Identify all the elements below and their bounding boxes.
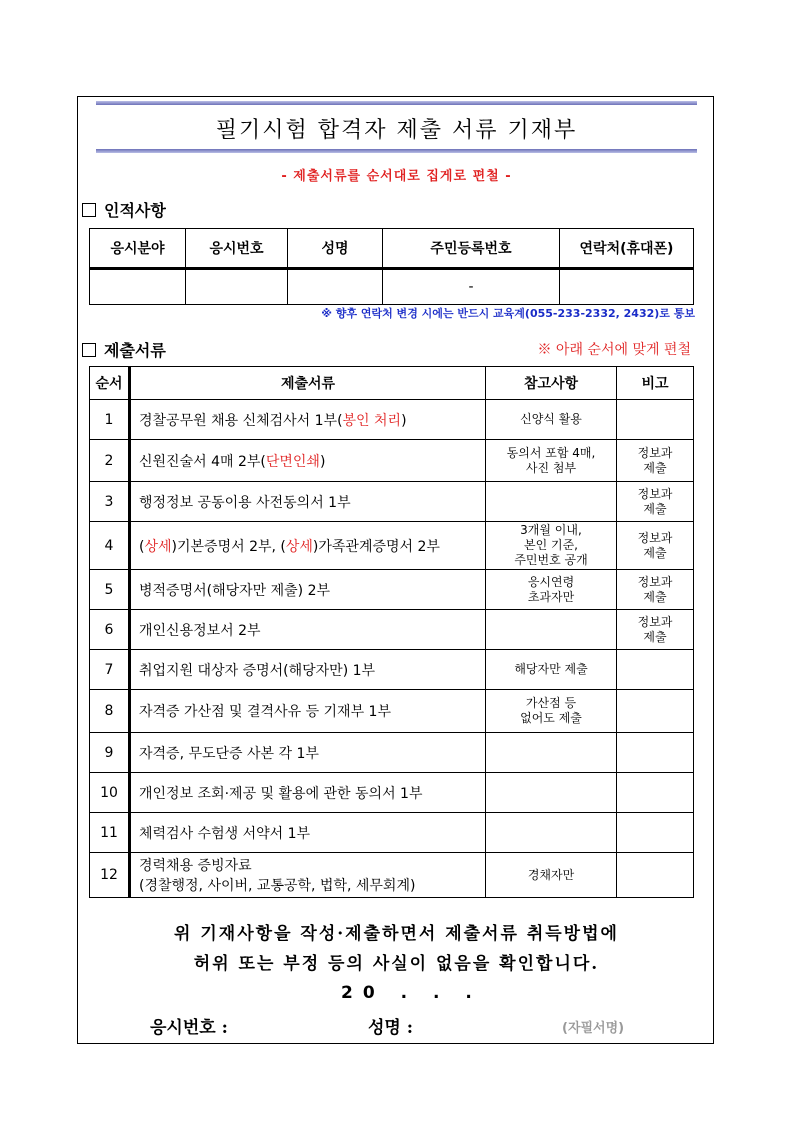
title-rule-bottom xyxy=(96,149,697,153)
declaration-line-2: 허위 또는 부정 등의 사실이 없음을 확인합니다. xyxy=(193,954,600,974)
personal-input-row xyxy=(90,269,694,305)
header-contact: 연락처(휴대폰) xyxy=(560,229,694,269)
documents-header-row xyxy=(90,367,694,400)
row-order-number: 10 xyxy=(90,773,130,813)
table-row xyxy=(90,570,694,610)
row-reference: 응시연령 초과자만 xyxy=(486,570,617,610)
row-order-number: 6 xyxy=(90,610,130,650)
row-reference: 가산점 등 없어도 제출 xyxy=(486,690,617,733)
document-text: 취업지원 대상자 증명서(해당자만) 1부 xyxy=(139,662,376,679)
document-text: )가족관계증명서 2부 xyxy=(312,538,440,555)
document-text: ( xyxy=(139,538,145,555)
row-remarks xyxy=(617,853,694,898)
title-band xyxy=(96,101,697,153)
document-text: ) xyxy=(319,453,326,470)
row-document-name xyxy=(130,773,486,813)
row-order-number: 12 xyxy=(90,853,130,898)
header-field: 응시분야 xyxy=(90,229,186,269)
table-row xyxy=(90,522,694,570)
personal-header-row xyxy=(90,229,694,269)
declaration-line-1: 위 기재사항을 작성·제출하면서 제출서류 취득방법에 xyxy=(174,924,619,944)
row-remarks xyxy=(617,773,694,813)
row-remarks xyxy=(617,400,694,440)
table-row xyxy=(90,773,694,813)
row-reference xyxy=(486,773,617,813)
row-reference: 신양식 활용 xyxy=(486,400,617,440)
applicant-no-input[interactable] xyxy=(186,269,288,305)
row-reference: 해당자만 제출 xyxy=(486,650,617,690)
row-order-number: 3 xyxy=(90,482,130,522)
row-remarks xyxy=(617,733,694,773)
row-document-name xyxy=(130,400,486,440)
checkbox-icon xyxy=(82,343,96,357)
document-text: 자격증 가산점 및 결격사유 등 기재부 1부 xyxy=(139,704,391,720)
document-text: 경찰공무원 채용 신체검사서 1부( xyxy=(139,412,343,429)
table-row xyxy=(90,440,694,482)
row-document-name xyxy=(130,813,486,853)
row-order-number: 11 xyxy=(90,813,130,853)
field-input[interactable] xyxy=(90,269,186,305)
row-reference xyxy=(486,813,617,853)
emphasis-text: 봉인 처리 xyxy=(342,412,402,429)
row-document-name xyxy=(130,522,486,570)
row-document-name xyxy=(130,440,486,482)
row-document-name xyxy=(130,650,486,690)
row-reference: 3개월 이내, 본인 기준, 주민번호 공개 xyxy=(486,522,617,570)
document-text: 개인신용정보서 2부 xyxy=(139,622,261,639)
table-row xyxy=(90,690,694,733)
row-document-name xyxy=(130,690,486,733)
row-remarks xyxy=(617,650,694,690)
row-remarks: 정보과 제출 xyxy=(617,522,694,570)
header-reference: 참고사항 xyxy=(486,367,617,400)
document-title: 필기시험 합격자 제출 서류 기재부 xyxy=(215,118,578,143)
row-remarks: 정보과 제출 xyxy=(617,570,694,610)
emphasis-text: 상세 xyxy=(144,538,172,555)
header-resident-no: 주민등록번호 xyxy=(383,229,560,269)
row-order-number: 1 xyxy=(90,400,130,440)
row-order-number: 4 xyxy=(90,522,130,570)
row-document-name xyxy=(130,482,486,522)
row-order-number: 5 xyxy=(90,570,130,610)
row-reference xyxy=(486,482,617,522)
date-field[interactable]: 20 . . . xyxy=(341,983,482,1003)
emphasis-text: 단면인쇄 xyxy=(265,453,320,470)
row-remarks xyxy=(617,690,694,733)
document-text: 체력검사 수험생 서약서 1부 xyxy=(139,825,311,842)
contact-change-note: ※ 향후 연락처 변경 시에는 반드시 교육계(055-233-2332, 2432)로 통보 xyxy=(321,307,695,320)
document-text: 병적증명서(해당자만 제출) 2부 xyxy=(139,582,331,599)
emphasis-text: 상세 xyxy=(285,538,313,555)
document-text: 신원진술서 4매 2부( xyxy=(139,453,266,470)
row-reference: 동의서 포함 4매, 사진 첨부 xyxy=(486,440,617,482)
row-order-number: 8 xyxy=(90,690,130,733)
row-remarks: 정보과 제출 xyxy=(617,482,694,522)
header-order: 순서 xyxy=(90,367,130,400)
row-remarks: 정보과 제출 xyxy=(617,440,694,482)
table-row xyxy=(90,482,694,522)
row-order-number: 2 xyxy=(90,440,130,482)
table-row xyxy=(90,853,694,898)
name-input[interactable] xyxy=(288,269,383,305)
row-reference xyxy=(486,610,617,650)
row-order-number: 7 xyxy=(90,650,130,690)
document-text: 개인정보 조회·제공 및 활용에 관한 동의서 1부 xyxy=(139,785,423,802)
signature-hint[interactable]: (자필서명) xyxy=(562,1021,625,1036)
header-applicant-no: 응시번호 xyxy=(186,229,288,269)
row-document-name xyxy=(130,853,486,898)
resident-no-input[interactable]: - xyxy=(383,269,560,305)
name-label: 성명 : xyxy=(368,1018,414,1038)
row-reference: 경채자만 xyxy=(486,853,617,898)
row-order-number: 9 xyxy=(90,733,130,773)
row-reference xyxy=(486,733,617,773)
table-row xyxy=(90,610,694,650)
order-note: ※ 아래 순서에 맞게 편철 xyxy=(537,342,691,358)
applicant-no-label: 응시번호 : xyxy=(150,1018,228,1038)
table-row xyxy=(90,733,694,773)
header-name: 성명 xyxy=(288,229,383,269)
contact-input[interactable] xyxy=(560,269,694,305)
table-row xyxy=(90,400,694,440)
document-text: ) xyxy=(401,412,407,429)
section-personal-label: 인적사항 xyxy=(104,201,166,220)
binding-instruction: - 제출서류를 순서대로 집게로 편철 - xyxy=(281,169,512,184)
section-documents-heading xyxy=(82,338,166,361)
row-document-name xyxy=(130,733,486,773)
row-remarks xyxy=(617,813,694,853)
table-row xyxy=(90,650,694,690)
checkbox-icon xyxy=(82,203,96,217)
table-row xyxy=(90,813,694,853)
personal-info-table xyxy=(89,228,694,305)
header-document: 제출서류 xyxy=(130,367,486,400)
row-document-name xyxy=(130,610,486,650)
header-remarks: 비고 xyxy=(617,367,694,400)
document-text: 자격증, 무도단증 사본 각 1부 xyxy=(139,745,319,762)
section-personal-heading xyxy=(82,198,166,221)
document-text: 행정정보 공동이용 사전동의서 1부 xyxy=(139,494,351,511)
title-rule-top xyxy=(96,101,697,105)
document-text: )기본증명서 2부, ( xyxy=(171,538,286,555)
documents-table xyxy=(89,366,694,898)
section-documents-label: 제출서류 xyxy=(104,341,166,360)
row-document-name xyxy=(130,570,486,610)
row-remarks: 정보과 제출 xyxy=(617,610,694,650)
document-text: 경력채용 증빙자료 (경찰행정, 사이버, 교통공학, 법학, 세무회계) xyxy=(139,858,416,894)
